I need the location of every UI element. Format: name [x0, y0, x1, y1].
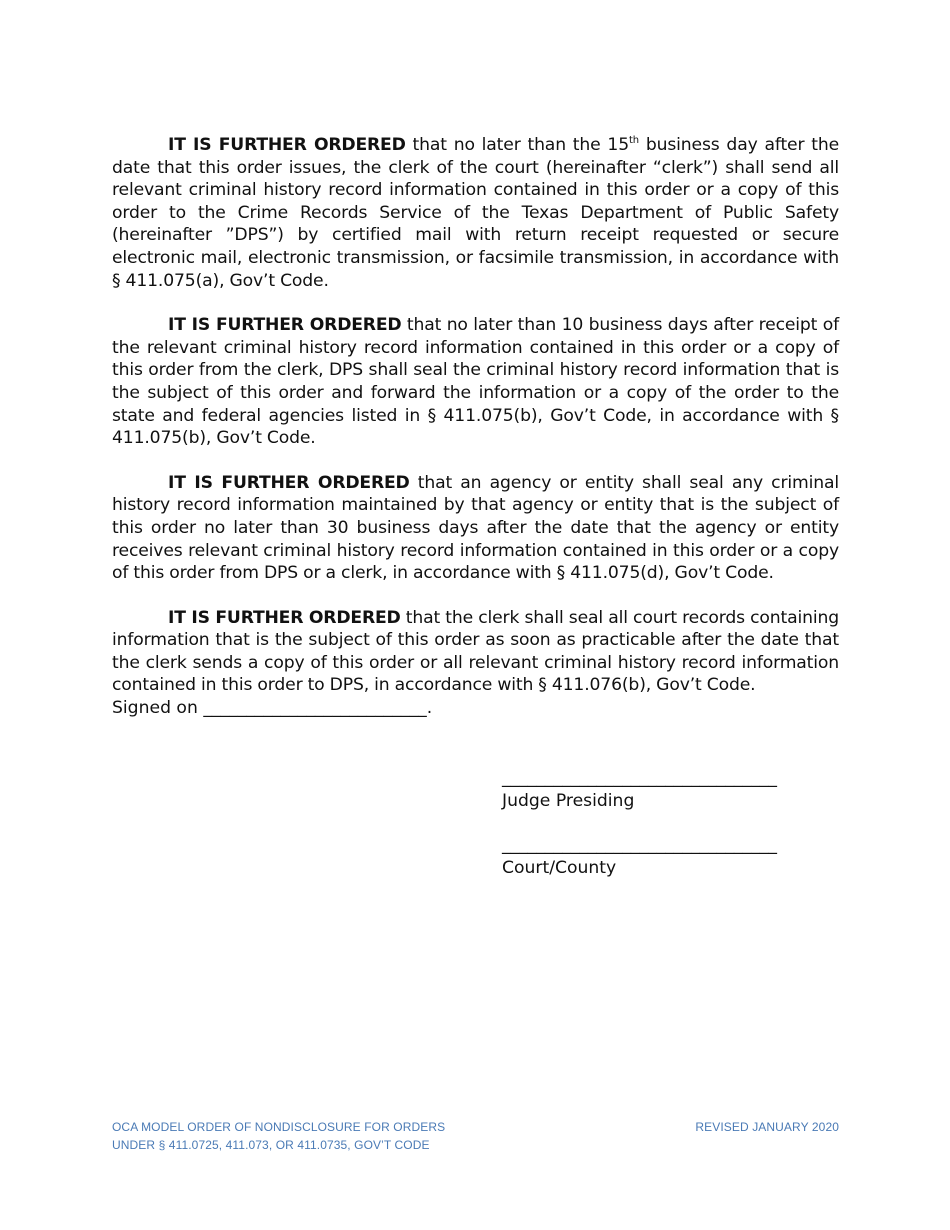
order-body	[112, 134, 839, 719]
signed-on-date-blank[interactable]: __________________________	[203, 698, 427, 718]
paragraph-text: that no later than the 15	[405, 135, 630, 155]
court-county-block	[502, 834, 777, 879]
judge-presiding-label: Judge Presiding	[502, 790, 635, 811]
signed-on-label: Signed on	[112, 698, 198, 718]
footer-revision-date: REVISED JANUARY 2020	[695, 1120, 839, 1134]
paragraph-text: that no later than 10 business days after receipt of the relevant criminal history record information contained in this order or a copy of this order from the clerk, DPS shall seal the criminal history record information that is the subject of this order and forward the information or a copy of the order to the state and federal agencies listed in § 411.075(b), Gov’t Code, in accordance with § 411.075(b), Gov’t Code.	[112, 315, 840, 449]
order-paragraph-2	[112, 314, 839, 450]
order-paragraph-1	[112, 134, 839, 292]
footer-form-title	[112, 1118, 445, 1154]
signed-on-period: .	[426, 698, 433, 718]
court-county-label: Court/County	[502, 857, 617, 878]
paragraph-lead: IT IS FURTHER ORDERED	[168, 607, 401, 628]
footer-title-line-2: UNDER § 411.0725, 411.073, OR 411.0735, GOV’T CODE	[112, 1138, 430, 1152]
signed-on-line	[112, 697, 432, 720]
paragraph-text: that the clerk shall seal all court records containing information that is the subject of this order as soon as practicable after the date that the clerk sends a copy of this order or all relevant criminal history record information contained in this order to DPS, in accordance with § 411.076(b), Gov’t Code.	[112, 607, 839, 696]
court-county-line[interactable]: ________________________________	[502, 835, 777, 855]
paragraph-text: business day after the date that this order issues, the clerk of the court (hereinafter “clerk”) shall send all relevant criminal history record information contained in this order or a copy of this order to the Crime Records Service of the Texas Department of Public Safety (hereinafter ”DPS”) by certified mail with return receipt requested or secure electronic mail, electronic transmission, or facsimile transmission, in accordance with § 411.075(a), Gov’t Code.	[112, 135, 839, 291]
paragraph-lead: IT IS FURTHER ORDERED	[168, 135, 406, 155]
paragraph-text: that an agency or entity shall seal any criminal history record information maintained by that agency or entity that is the subject of this order no later than 30 business days after the date that the agency or entity receives relevant criminal history record information contained in this order or a copy of this order from DPS or a clerk, in accordance with § 411.075(d), Gov’t Code.	[112, 472, 839, 584]
judge-signature-line[interactable]: ________________________________	[502, 768, 777, 788]
paragraph-lead: IT IS FURTHER ORDERED	[168, 315, 402, 336]
footer-title-line-1: OCA MODEL ORDER OF NONDISCLOSURE FOR ORDERS	[112, 1120, 446, 1134]
ordinal-suffix: th	[629, 135, 639, 146]
order-paragraph-3	[112, 472, 839, 585]
order-paragraph-4	[112, 607, 839, 697]
judge-signature-block	[502, 767, 777, 812]
paragraph-lead: IT IS FURTHER ORDERED	[168, 472, 410, 493]
